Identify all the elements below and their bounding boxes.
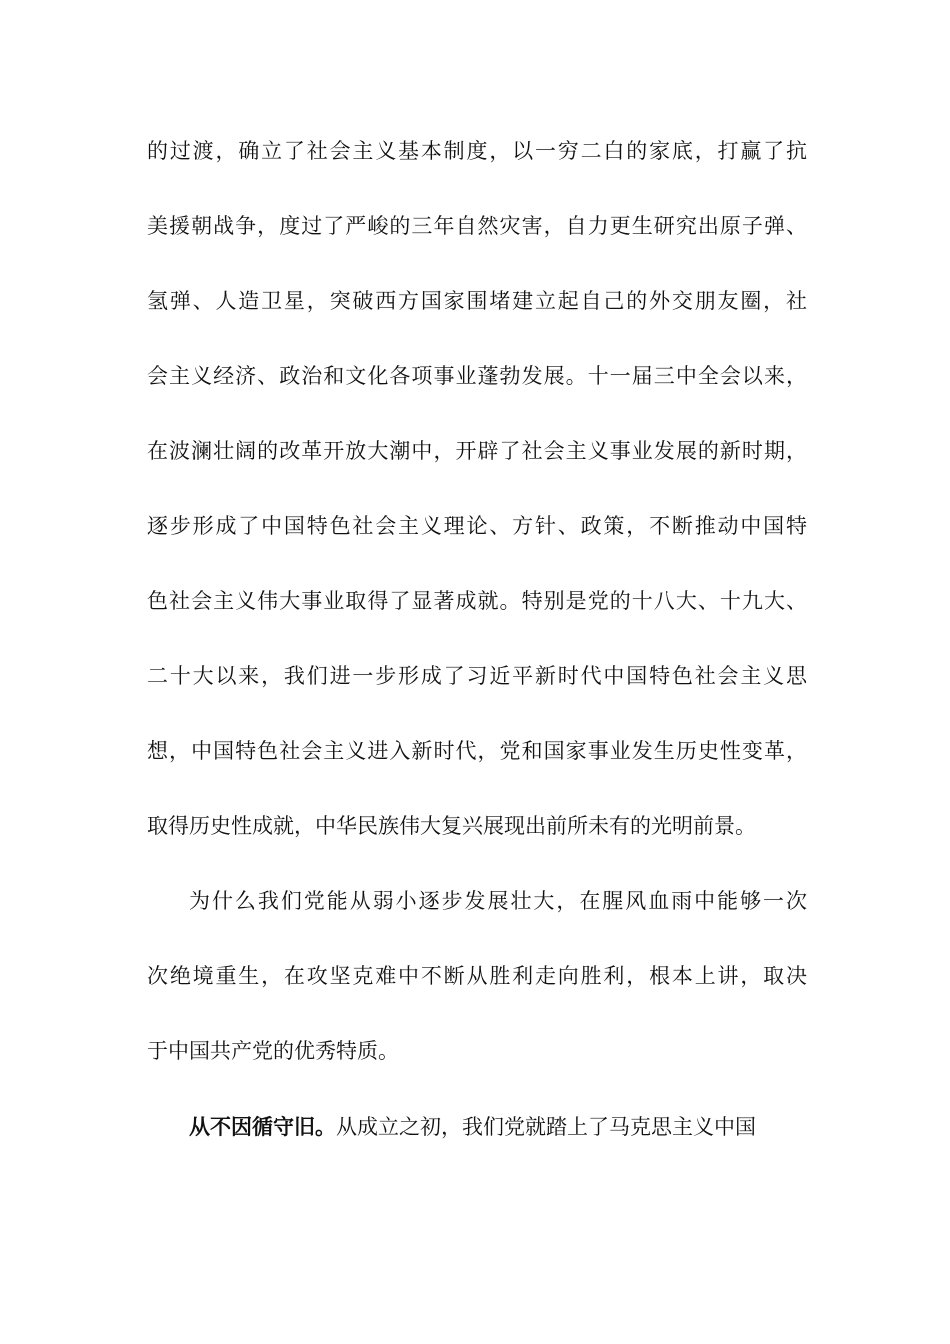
paragraph-text: 从成立之初，我们党就踏上了马克思主义中国 [336, 1115, 756, 1139]
text-line: 次绝境重生，在攻坚克难中不断从胜利走向胜利，根本上讲，取决 [147, 964, 807, 988]
text-line: 于中国共产党的优秀特质。 [147, 1039, 399, 1063]
text-line: 氢弹、人造卫星，突破西方国家围堵建立起自己的外交朋友圈，社 [147, 289, 807, 313]
text-line: 的过渡，确立了社会主义基本制度，以一穷二白的家底，打赢了抗 [147, 139, 807, 163]
text-line: 会主义经济、政治和文化各项事业蓬勃发展。十一届三中全会以来， [147, 364, 807, 388]
text-line [147, 1103, 807, 1150]
paragraph-heading: 从不因循守旧。 [189, 1114, 336, 1139]
text-line: 二十大以来，我们进一步形成了习近平新时代中国特色社会主义思 [147, 664, 807, 688]
text-line: 逐步形成了中国特色社会主义理论、方针、政策，不断推动中国特 [147, 514, 807, 538]
text-line: 在波澜壮阔的改革开放大潮中，开辟了社会主义事业发展的新时期， [147, 439, 807, 463]
text-line: 美援朝战争，度过了严峻的三年自然灾害，自力更生研究出原子弹、 [147, 214, 807, 238]
text-line: 为什么我们党能从弱小逐步发展壮大，在腥风血雨中能够一次 [189, 889, 807, 913]
body-text [147, 128, 807, 1150]
text-line: 想，中国特色社会主义进入新时代，党和国家事业发生历史性变革， [147, 739, 807, 763]
text-line: 色社会主义伟大事业取得了显著成就。特别是党的十八大、十九大、 [147, 589, 807, 613]
text-line: 取得历史性成就，中华民族伟大复兴展现出前所未有的光明前景。 [147, 814, 756, 838]
